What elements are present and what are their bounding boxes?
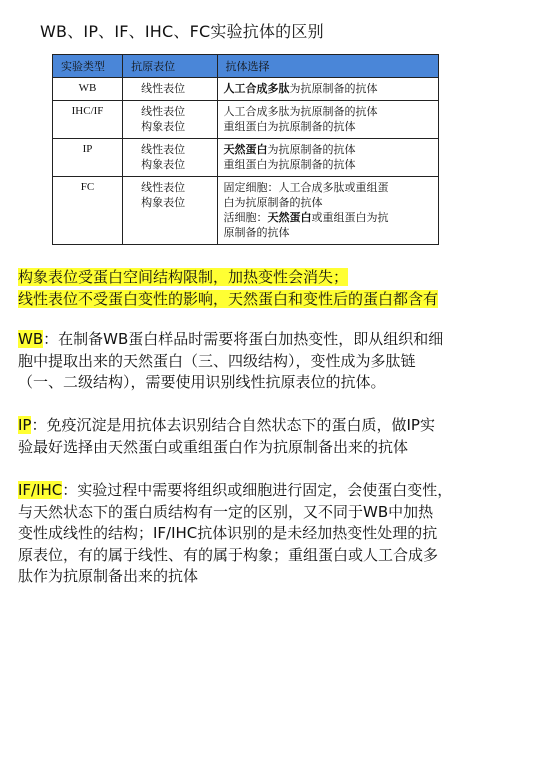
choice-line <box>224 104 432 119</box>
paragraph-text: ：在制备WB蛋白样品时需要将蛋白加热变性，即从组织和细 <box>43 330 444 348</box>
cell-epitope <box>123 101 217 139</box>
paragraph-text: ：实验过程中需要将组织或细胞进行固定，会使蛋白变性， <box>62 481 453 499</box>
choice-text: 为抗原制备的抗体 <box>289 82 378 95</box>
epitope-line: 线性表位 <box>141 181 186 194</box>
header-experiment-type: 实验类型 <box>53 55 123 78</box>
epitope-line: 构象表位 <box>141 120 186 133</box>
paragraph-line <box>18 415 526 437</box>
paragraph-text: 肽作为抗原制备出来的抗体 <box>18 567 199 585</box>
paragraph-line <box>18 502 526 524</box>
choice-line <box>224 157 432 172</box>
choice-text: 活细胞： <box>223 211 268 224</box>
note-line: 构象表位受蛋白空间结构限制，加热变性会消失； <box>18 268 349 286</box>
paragraph-line <box>18 437 526 459</box>
paragraph-ip <box>18 415 526 458</box>
cell-antibody-choice <box>217 139 438 177</box>
choice-line <box>224 195 432 210</box>
choice-emphasis: 人工合成多肽 <box>223 82 290 95</box>
epitope-line: 构象表位 <box>141 196 186 209</box>
paragraph-line <box>18 329 526 351</box>
paragraph-label: IF/IHC <box>18 481 63 499</box>
choice-text: 人工合成多肽为抗原制备的抗体 <box>223 105 378 118</box>
epitope-line: 构象表位 <box>141 158 186 171</box>
epitope-line: 线性表位 <box>141 82 186 95</box>
choice-line <box>224 142 432 157</box>
table-row <box>53 139 439 177</box>
paragraph-line <box>18 351 526 373</box>
choice-emphasis: 天然蛋白 <box>267 211 312 224</box>
paragraph-text: 验最好选择由天然蛋白或重组蛋白作为抗原制备出来的抗体 <box>18 437 409 456</box>
paragraph-line <box>18 523 526 545</box>
choice-text: 原制备的抗体 <box>223 226 290 239</box>
paragraph-line <box>18 545 526 567</box>
cell-antibody-choice <box>217 177 438 245</box>
epitope-line: 线性表位 <box>141 143 186 156</box>
paragraph-if-ihc <box>18 480 526 588</box>
choice-emphasis: 天然蛋白 <box>223 143 268 156</box>
cell-epitope <box>123 139 217 177</box>
cell-antibody-choice <box>217 78 438 101</box>
cell-experiment-type: IHC/IF <box>53 101 123 139</box>
choice-line <box>224 81 432 96</box>
paragraph-text: 胞中提取出来的天然蛋白（三、四级结构），变性成为多肽链 <box>18 351 416 370</box>
table-row <box>53 177 439 245</box>
paragraph-text: 原表位，有的属于线性、有的属于构象；重组蛋白或人工合成多 <box>18 545 439 564</box>
choice-text: 重组蛋白为抗原制备的抗体 <box>223 120 356 133</box>
table-row <box>53 101 439 139</box>
choice-text: 固定细胞：人工合成多肽或重组蛋 <box>223 181 389 194</box>
choice-text: 或重组蛋白为抗 <box>311 211 389 224</box>
note-line: 线性表位不受蛋白变性的影响，天然蛋白和变性后的蛋白都含有 <box>18 290 439 308</box>
choice-line <box>224 225 432 240</box>
table-row <box>53 78 439 101</box>
epitope-line: 线性表位 <box>141 105 186 118</box>
paragraph-text: 变性成线性的结构；IF/IHC抗体识别的是未经加热变性处理的抗 <box>18 524 438 542</box>
choice-line <box>224 119 432 134</box>
choice-text: 为抗原制备的抗体 <box>267 143 356 156</box>
paragraph-text: （一、二级结构），需要使用识别线性抗原表位的抗体。 <box>18 373 386 391</box>
paragraph-text: 与天然状态下的蛋白质结构有一定的区别，又不同于WB中加热 <box>18 502 434 521</box>
cell-epitope <box>123 78 217 101</box>
cell-experiment-type: FC <box>53 177 123 245</box>
paragraph-text: ：免疫沉淀是用抗体去识别结合自然状态下的蛋白质，做IP实 <box>31 416 435 434</box>
paragraph-line <box>18 480 526 502</box>
choice-text: 重组蛋白为抗原制备的抗体 <box>223 158 356 171</box>
cell-antibody-choice <box>217 101 438 139</box>
cell-experiment-type: WB <box>53 78 123 101</box>
cell-experiment-type: IP <box>53 139 123 177</box>
cell-epitope <box>123 177 217 245</box>
page-title: WB、IP、IF、IHC、FC实验抗体的区别 <box>40 22 324 41</box>
paragraph-wb <box>18 329 526 394</box>
paragraph-label: WB <box>18 330 44 348</box>
choice-text: 白为抗原制备的抗体 <box>223 196 323 209</box>
comparison-table <box>52 54 439 245</box>
header-antibody-choice: 抗体选择 <box>217 55 438 78</box>
choice-line <box>224 210 432 225</box>
paragraph-label: IP <box>18 416 32 434</box>
choice-line <box>224 180 432 195</box>
paragraph-line <box>18 566 526 588</box>
table-header-row <box>53 55 439 78</box>
header-epitope: 抗原表位 <box>123 55 217 78</box>
highlight-note <box>18 266 438 310</box>
paragraph-line <box>18 372 526 394</box>
